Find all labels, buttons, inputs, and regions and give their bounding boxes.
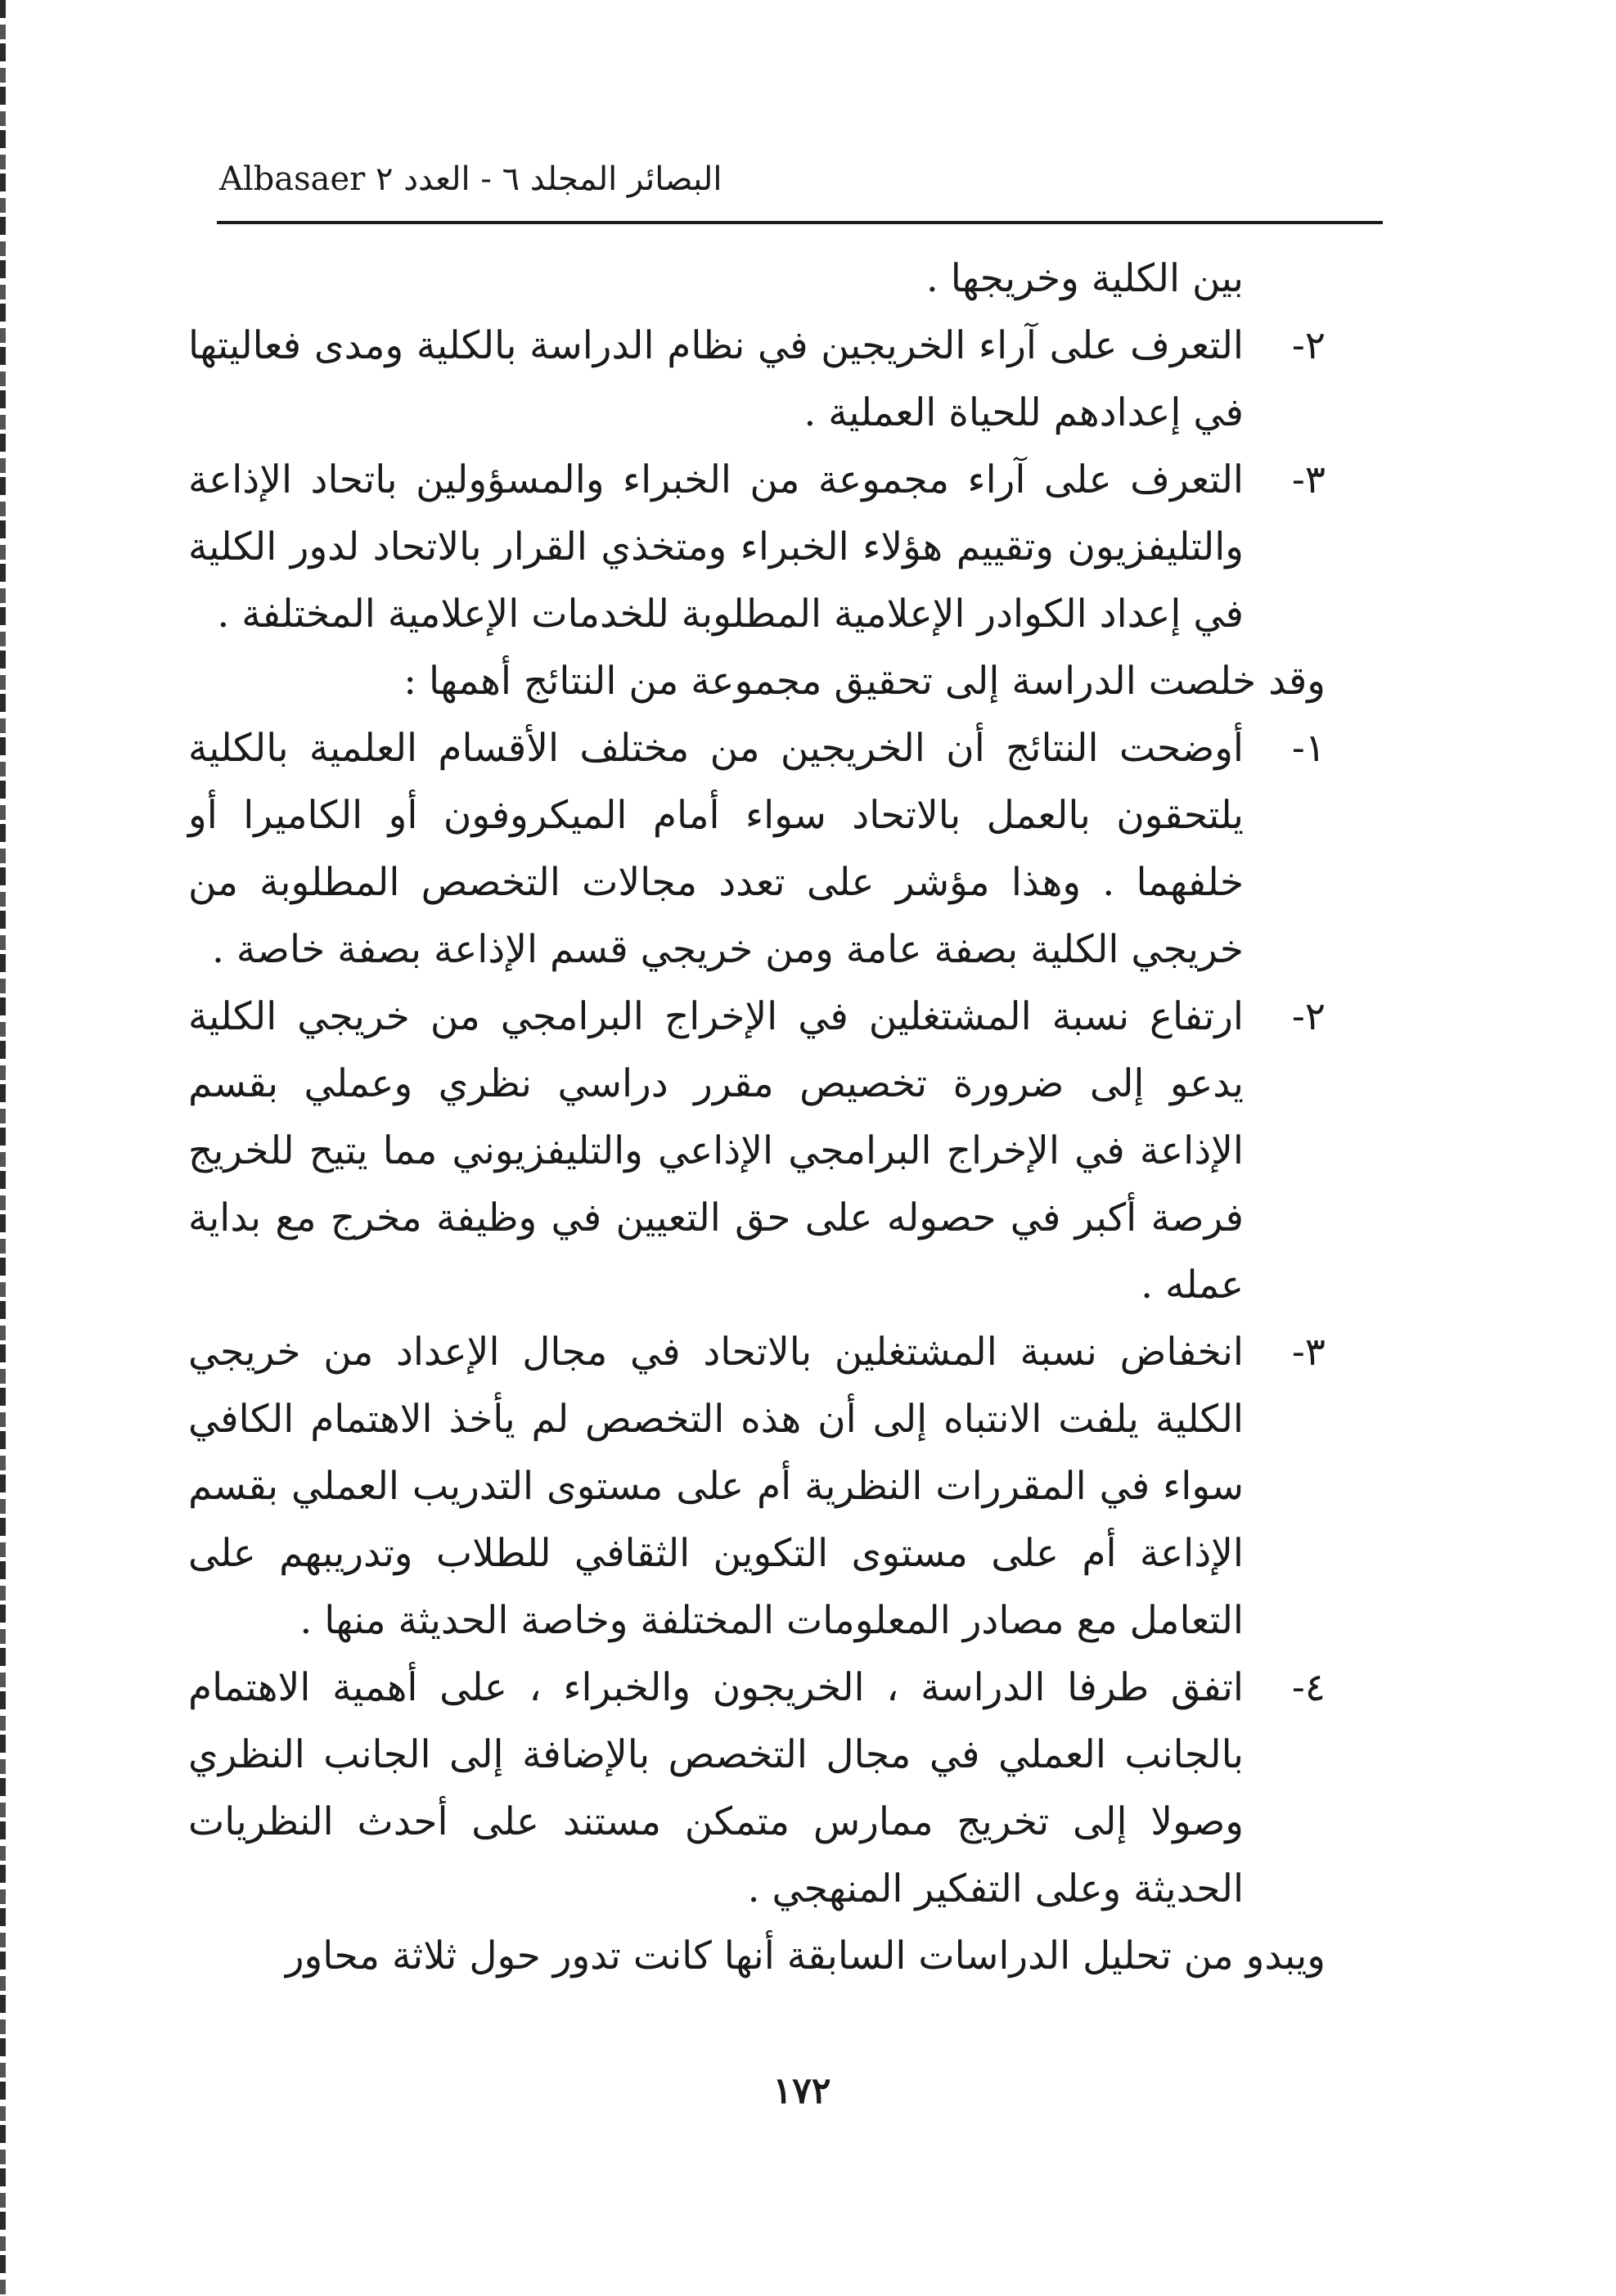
running-head xyxy=(219,160,1381,209)
item-number: ٢- xyxy=(1291,323,1326,368)
results-intro: وقد خلصت الدراسة إلى تحقيق مجموعة من النتائج أهمها : xyxy=(403,659,1326,704)
item-number: ٣- xyxy=(1291,457,1326,502)
closing-paragraph: ويبدو من تحليل الدراسات السابقة أنها كانت تدور حول ثلاثة محاور xyxy=(285,1934,1326,1979)
result-item xyxy=(188,1319,1326,1654)
objective-item xyxy=(188,313,1326,447)
item-text: التعرف على آراء الخريجين في نظام الدراسة بالكلية ومدى فعاليتها في إعدادهم للحياة العملية . xyxy=(188,323,1244,435)
item-number: ٣- xyxy=(1291,1330,1326,1375)
item-number: ٢- xyxy=(1291,994,1326,1039)
header-rule xyxy=(217,221,1383,224)
result-item xyxy=(188,984,1326,1319)
item-text: اتفق طرفا الدراسة ، الخريجون والخبراء ، على أهمية الاهتمام بالجانب العملي في مجال التخصص بالإضافة إلى الجانب النظري وصولا إلى تخريج ممارس متمكن مستند على أحدث النظريات الحديثة وعلى التفكير المنهجي . xyxy=(188,1665,1244,1911)
result-item xyxy=(188,1654,1326,1923)
item-text: انخفاض نسبة المشتغلين بالاتحاد في مجال الإعداد من خريجي الكلية يلفت الانتباه إلى أن هذه التخصص لم يأخذ الاهتمام الكافي سواء في المقررات النظرية أم على مستوى التدريب العملي بقسم الإذاعة أم على مستوى التكوين الثقافي للطلاب وتدريبهم على التعامل مع مصادر المعلومات المختلفة وخاصة الحديثة منها . xyxy=(188,1330,1244,1643)
page-body xyxy=(188,245,1326,1990)
item-text: أوضحت النتائج أن الخريجين من مختلف الأقسام العلمية بالكلية يلتحقون بالعمل بالاتحاد سواء أمام الميكروفون أو الكاميرا أو خلفهما . وهذا مؤشر على تعدد مجالات التخصص المطلوبة من خريجي الكلية بصفة عامة ومن خريجي قسم الإذاعة بصفة خاصة . xyxy=(188,726,1244,972)
objective-item xyxy=(188,447,1326,648)
item-text: ارتفاع نسبة المشتغلين في الإخراج البرامجي من خريجي الكلية يدعو إلى ضرورة تخصيص مقرر دراسي نظري وعملي بقسم الإذاعة في الإخراج البرامجي الإذاعي والتليفزيوني مما يتيح للخريج فرصة أكبر في حصوله على حق التعيين في وظيفة مخرج مع بداية عمله . xyxy=(188,994,1244,1308)
result-item xyxy=(188,715,1326,984)
journal-running-title: البصائر المجلد ٦ - العدد ٢ Albasaer xyxy=(219,160,722,198)
item-number: ١- xyxy=(1291,726,1326,771)
scan-edge xyxy=(0,0,6,2296)
item-text: التعرف على آراء مجموعة من الخبراء والمسؤولين باتحاد الإذاعة والتليفزيون وتقييم هؤلاء الخبراء ومتخذي القرار بالاتحاد لدور الكلية في إعداد الكوادر الإعلامية المطلوبة للخدمات الإعلامية المختلفة . xyxy=(188,457,1244,637)
item-number: ٤- xyxy=(1291,1665,1326,1710)
page-number: ١٧٢ xyxy=(772,2070,831,2112)
continuation-paragraph: بين الكلية وخريجها . xyxy=(925,256,1244,301)
